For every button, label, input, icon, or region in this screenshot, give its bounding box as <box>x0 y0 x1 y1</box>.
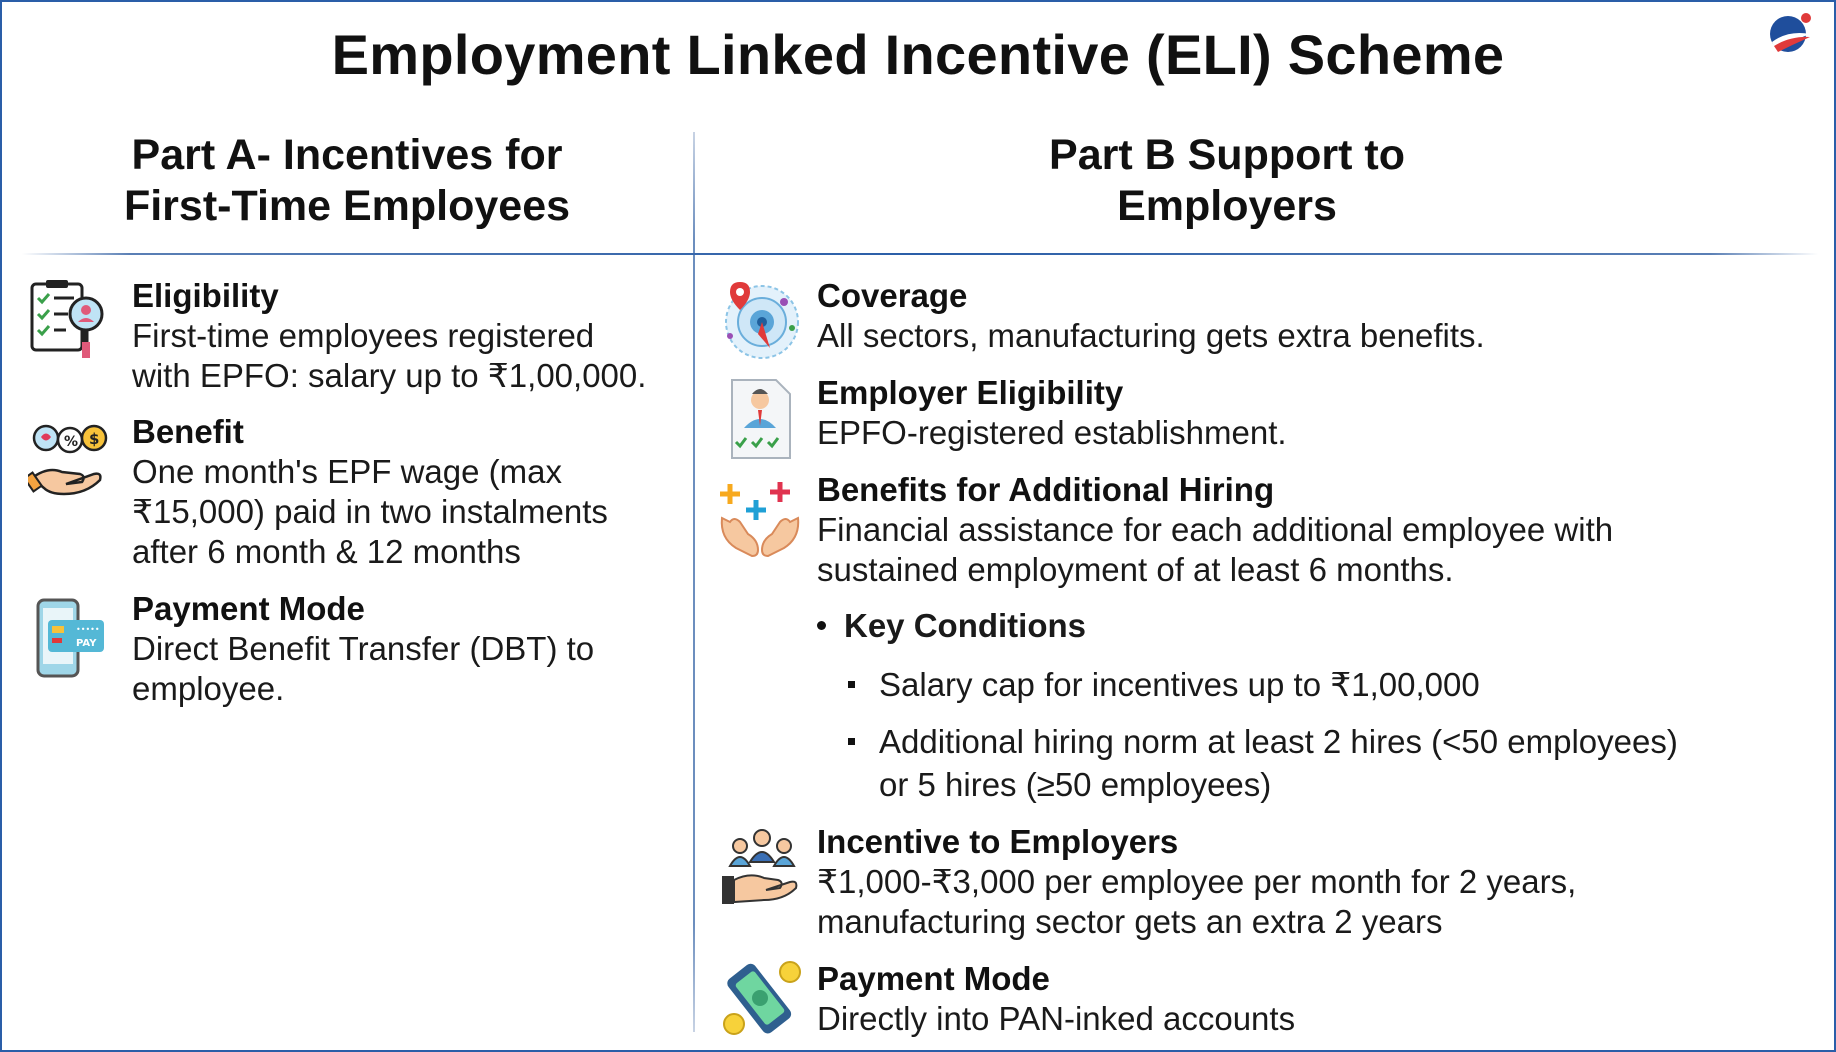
payment-mode-left-line-2: employee. <box>132 670 285 707</box>
svg-text:•••••: ••••• <box>76 625 100 634</box>
column-divider <box>693 132 695 1032</box>
part-a-payment-mode <box>132 589 692 709</box>
coverage-title: Coverage <box>817 277 968 314</box>
part-a-heading <box>22 130 672 232</box>
employer-document-icon <box>726 378 796 460</box>
card-cash-icon <box>720 958 804 1042</box>
team-hand-icon <box>720 826 804 908</box>
hand-coins-icon <box>28 416 110 498</box>
part-a-heading-line1: Part A- Incentives for <box>131 131 563 179</box>
key-condition-2-line-1: Additional hiring norm at least 2 hires (<50 employees) <box>879 723 1678 760</box>
part-a-benefit <box>132 412 692 572</box>
payment-mode-right-title: Payment Mode <box>817 960 1050 997</box>
bullet-square <box>848 738 855 745</box>
key-condition-1 <box>848 663 1480 706</box>
svg-text:PAY: PAY <box>76 638 97 649</box>
incentive-employers-title: Incentive to Employers <box>817 823 1179 860</box>
svg-text:$: $ <box>89 430 100 448</box>
employer-eligibility-title: Employer Eligibility <box>817 374 1124 411</box>
part-a-eligibility <box>132 276 692 396</box>
payment-mode-right-line-1: Directly into PAN-inked accounts <box>817 1000 1296 1037</box>
part-b-employer-eligibility <box>817 373 1817 453</box>
part-a-heading-line2: First-Time Employees <box>123 182 571 230</box>
checklist-search-icon <box>28 280 110 362</box>
benefit-title: Benefit <box>132 413 244 450</box>
additional-hiring-line-1: Financial assistance for each additional employee with <box>817 511 1614 548</box>
phone-pay-icon <box>32 596 108 680</box>
part-b-heading-line2: Employers <box>1117 182 1337 230</box>
eligibility-title: Eligibility <box>132 277 279 314</box>
part-b-heading <box>702 130 1752 232</box>
benefit-line-2: ₹15,000) paid in two instalments <box>132 493 608 530</box>
part-b-incentive-employers <box>817 822 1817 942</box>
eligibility-line-2: with EPFO: salary up to ₹1,00,000. <box>132 357 647 394</box>
additional-hiring-line-2: sustained employment of at least 6 months. <box>817 551 1454 588</box>
employer-eligibility-line-1: EPFO-registered establishment. <box>817 414 1287 451</box>
key-conditions-label: Key Conditions <box>844 607 1087 644</box>
key-condition-2 <box>848 720 1678 806</box>
part-b-payment-mode <box>817 959 1817 1039</box>
part-b-additional-hiring <box>817 470 1817 590</box>
header-divider <box>22 253 1818 255</box>
part-b-coverage <box>817 276 1817 356</box>
incentive-employers-line-2: manufacturing sector gets an extra 2 years <box>817 903 1443 940</box>
benefit-line-1: One month's EPF wage (max <box>132 453 562 490</box>
page-title: Employment Linked Incentive (ELI) Scheme <box>331 23 1505 86</box>
benefit-line-3: after 6 month & 12 months <box>132 533 521 570</box>
target-location-icon <box>718 278 800 360</box>
coverage-line-1: All sectors, manufacturing gets extra benefits. <box>817 317 1485 354</box>
bullet-dot <box>817 621 826 630</box>
payment-mode-left-line-1: Direct Benefit Transfer (DBT) to <box>132 630 595 667</box>
key-condition-2-line-2: or 5 hires (≥50 employees) <box>879 766 1272 803</box>
eligibility-line-1: First-time employees registered <box>132 317 595 354</box>
svg-text:%: % <box>64 434 79 450</box>
key-condition-1-line-1: Salary cap for incentives up to ₹1,00,000 <box>879 666 1480 703</box>
key-conditions-heading <box>817 606 1086 646</box>
payment-mode-left-title: Payment Mode <box>132 590 365 627</box>
hands-plus-icon <box>718 474 802 558</box>
part-b-heading-line1: Part B Support to <box>1049 131 1405 179</box>
bullet-square <box>848 681 855 688</box>
additional-hiring-title: Benefits for Additional Hiring <box>817 471 1275 508</box>
incentive-employers-line-1: ₹1,000-₹3,000 per employee per month for 2 years, <box>817 863 1577 900</box>
